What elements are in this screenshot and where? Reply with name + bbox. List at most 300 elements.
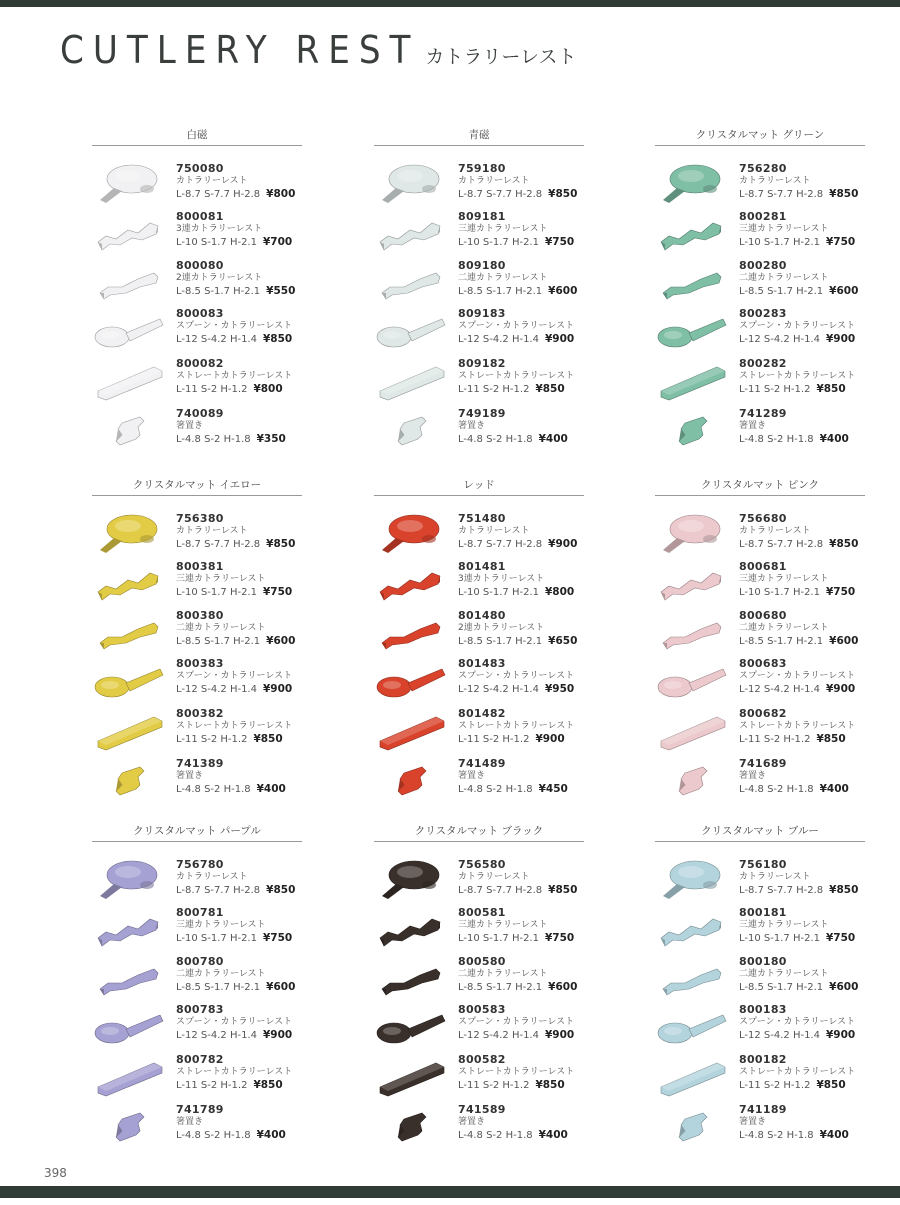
product-info [458,357,618,397]
product-info [176,259,336,299]
product-item [92,257,332,305]
product-item [655,1051,895,1099]
product-code: 801480 [458,609,506,622]
straight-rest-image [655,705,729,753]
product-info [739,858,899,898]
spoon-long-image [374,655,448,703]
product-dimensions: L-4.8 S-2 H-1.8 [176,784,251,795]
triple-rest-image [92,558,166,606]
spoon-long-image [655,305,729,353]
product-info [458,1053,618,1093]
product-spec-line [739,537,899,552]
product-dimensions: L-11 S-2 H-1.2 [176,734,248,745]
spoon-long-image [374,305,448,353]
product-dimensions: L-12 S-4.2 H-1.4 [458,334,539,345]
product-code: 800680 [739,609,787,622]
product-name: スプーン・カトラリーレスト [739,321,856,331]
product-dimensions: L-4.8 S-2 H-1.8 [176,1130,251,1141]
product-code: 741789 [176,1103,224,1116]
product-item [92,755,332,803]
product-item [92,1101,332,1149]
product-info [458,707,618,747]
product-name: スプーン・カトラリーレスト [176,321,293,331]
product-name: カトラリーレスト [176,176,248,186]
product-code: 800082 [176,357,224,370]
product-dimensions: L-4.8 S-2 H-1.8 [458,1130,533,1141]
product-code: 756380 [176,512,224,525]
product-code: 800683 [739,657,787,670]
product-spec-line [176,980,336,995]
spoon-rest-image [374,856,448,904]
product-price: ¥400 [538,433,568,445]
product-dimensions: L-11 S-2 H-1.2 [176,384,248,395]
product-code: 740089 [176,407,224,420]
product-spec-line [176,585,336,600]
product-info [176,657,336,697]
product-price: ¥850 [548,188,578,200]
product-info [458,1003,618,1043]
product-info [176,858,336,898]
product-spec-line [739,931,899,946]
product-info [739,1003,899,1043]
product-dimensions: L-12 S-4.2 H-1.4 [739,1030,820,1041]
product-item [655,904,895,952]
product-name: 二連カトラリーレスト [739,969,829,979]
product-price: ¥750 [825,932,856,944]
bottom-border-bar [0,1186,900,1198]
product-dimensions: L-4.8 S-2 H-1.8 [739,784,814,795]
product-dimensions: L-10 S-1.7 H-2.1 [176,933,257,944]
product-dimensions: L-11 S-2 H-1.2 [739,384,811,395]
product-spec-line [458,187,618,202]
product-info [458,512,618,552]
spoon-rest-image [655,510,729,558]
product-name: カトラリーレスト [176,526,248,536]
product-item [92,607,332,655]
product-price: ¥750 [262,932,293,944]
product-dimensions: L-4.8 S-2 H-1.8 [176,434,251,445]
product-item [374,705,614,753]
double-rest-image [374,257,448,305]
product-item [655,355,895,403]
product-info [176,757,336,797]
product-code: 800582 [458,1053,506,1066]
product-item [655,160,895,208]
product-code: 741589 [458,1103,506,1116]
product-code: 800183 [739,1003,787,1016]
product-item [655,305,895,353]
product-price: ¥900 [825,683,856,695]
product-name: カトラリーレスト [739,526,811,536]
product-price: ¥400 [819,1129,849,1141]
spoon-long-image [655,1001,729,1049]
chopstick-rest-image [655,405,729,453]
product-price: ¥550 [266,285,296,297]
product-code: 800581 [458,906,506,919]
double-rest-image [655,257,729,305]
product-item [92,355,332,403]
product-dimensions: L-12 S-4.2 H-1.4 [176,334,257,345]
product-info [176,560,336,600]
section-title: 青磁 [374,128,584,146]
product-code: 800083 [176,307,224,320]
section-title: 白磁 [92,128,302,146]
product-code: 741389 [176,757,224,770]
product-code: 800383 [176,657,224,670]
product-spec-line [458,782,618,797]
chopstick-rest-image [374,755,448,803]
product-spec-line [458,732,618,747]
product-price: ¥600 [829,981,859,993]
product-name: 2連カトラリーレスト [176,273,263,283]
product-name: 箸置き [458,771,486,781]
product-info [458,307,618,347]
color-section [655,824,865,1154]
product-spec-line [458,382,618,397]
spoon-rest-image [374,510,448,558]
product-code: 800280 [739,259,787,272]
product-dimensions: L-8.5 S-1.7 H-2.1 [176,286,261,297]
product-name: ストレートカトラリーレスト [176,371,293,381]
product-info [739,210,899,250]
product-name: 二連カトラリーレスト [176,623,266,633]
product-item [374,558,614,606]
product-name: 三連カトラリーレスト [458,224,548,234]
straight-rest-image [374,705,448,753]
product-price: ¥600 [829,635,859,647]
product-dimensions: L-10 S-1.7 H-2.1 [458,933,539,944]
product-info [739,1053,899,1093]
product-spec-line [458,682,618,697]
section-title: クリスタルマット イエロー [92,478,302,496]
product-info [739,906,899,946]
product-spec-line [458,1128,618,1143]
product-spec-line [176,1128,336,1143]
product-code: 756580 [458,858,506,871]
product-dimensions: L-12 S-4.2 H-1.4 [176,684,257,695]
product-dimensions: L-8.7 S-7.7 H-2.8 [739,189,824,200]
product-price: ¥450 [538,783,568,795]
section-title: クリスタルマット ブルー [655,824,865,842]
product-name: スプーン・カトラリーレスト [176,1017,293,1027]
product-spec-line [176,284,336,299]
product-dimensions: L-4.8 S-2 H-1.8 [458,434,533,445]
product-item [374,1101,614,1149]
product-spec-line [458,980,618,995]
product-price: ¥850 [253,733,283,745]
product-name: 二連カトラリーレスト [458,273,548,283]
product-info [458,1103,618,1143]
straight-rest-image [655,1051,729,1099]
product-info [739,955,899,995]
product-dimensions: L-8.5 S-1.7 H-2.1 [458,286,543,297]
product-name: ストレートカトラリーレスト [458,721,575,731]
product-item [374,953,614,1001]
product-spec-line [176,1078,336,1093]
product-code: 800783 [176,1003,224,1016]
product-price: ¥750 [825,586,856,598]
double-rest-image [92,257,166,305]
product-name: ストレートカトラリーレスト [176,1067,293,1077]
product-dimensions: L-10 S-1.7 H-2.1 [739,237,820,248]
product-dimensions: L-11 S-2 H-1.2 [739,1080,811,1091]
triple-rest-image [92,904,166,952]
product-dimensions: L-10 S-1.7 H-2.1 [739,587,820,598]
product-spec-line [176,883,336,898]
product-info [176,357,336,397]
product-info [739,407,899,447]
product-item [92,305,332,353]
product-name: 二連カトラリーレスト [458,969,548,979]
product-name: 箸置き [176,1117,204,1127]
chopstick-rest-image [92,405,166,453]
spoon-rest-image [92,510,166,558]
product-name: ストレートカトラリーレスト [176,721,293,731]
product-name: ストレートカトラリーレスト [739,1067,856,1077]
product-name: 箸置き [458,421,486,431]
product-item [374,510,614,558]
product-dimensions: L-12 S-4.2 H-1.4 [458,1030,539,1041]
product-item [92,856,332,904]
product-info [739,307,899,347]
product-price: ¥850 [829,188,859,200]
product-name: カトラリーレスト [176,872,248,882]
product-dimensions: L-8.5 S-1.7 H-2.1 [739,286,824,297]
straight-rest-image [92,355,166,403]
product-code: 741489 [458,757,506,770]
product-price: ¥850 [535,1079,565,1091]
product-item [92,1051,332,1099]
product-dimensions: L-10 S-1.7 H-2.1 [458,587,539,598]
product-name: ストレートカトラリーレスト [739,721,856,731]
product-dimensions: L-10 S-1.7 H-2.1 [739,933,820,944]
triple-rest-image [374,904,448,952]
triple-rest-image [92,208,166,256]
product-item [655,755,895,803]
product-name: スプーン・カトラリーレスト [176,671,293,681]
product-price: ¥900 [544,333,575,345]
product-info [458,609,618,649]
product-price: ¥850 [266,884,296,896]
product-spec-line [458,432,618,447]
product-info [739,560,899,600]
color-section [374,478,584,808]
product-spec-line [458,931,618,946]
product-name: 二連カトラリーレスト [176,969,266,979]
product-spec-line [176,382,336,397]
product-spec-line [739,883,899,898]
product-item [92,904,332,952]
product-name: 三連カトラリーレスト [739,920,829,930]
product-price: ¥850 [816,383,846,395]
chopstick-rest-image [92,1101,166,1149]
chopstick-rest-image [655,755,729,803]
section-title: クリスタルマット グリーン [655,128,865,146]
product-info [176,1053,336,1093]
product-spec-line [458,883,618,898]
section-title: レッド [374,478,584,496]
product-info [739,1103,899,1143]
product-dimensions: L-8.5 S-1.7 H-2.1 [739,982,824,993]
product-price: ¥750 [544,932,575,944]
chopstick-rest-image [655,1101,729,1149]
spoon-long-image [374,1001,448,1049]
product-item [655,856,895,904]
product-dimensions: L-8.7 S-7.7 H-2.8 [176,539,261,550]
product-price: ¥850 [253,1079,283,1091]
product-item [374,305,614,353]
spoon-rest-image [655,856,729,904]
product-info [176,609,336,649]
section-title: クリスタルマット ピンク [655,478,865,496]
product-info [739,657,899,697]
product-item [374,257,614,305]
straight-rest-image [92,705,166,753]
product-price: ¥900 [262,1029,293,1041]
product-name: スプーン・カトラリーレスト [739,1017,856,1027]
straight-rest-image [655,355,729,403]
product-info [458,259,618,299]
spoon-long-image [92,305,166,353]
product-price: ¥400 [538,1129,568,1141]
product-item [655,1101,895,1149]
double-rest-image [374,953,448,1001]
product-item [92,208,332,256]
product-price: ¥900 [825,1029,856,1041]
product-item [92,953,332,1001]
product-price: ¥750 [825,236,856,248]
color-section [374,128,584,458]
product-code: 800780 [176,955,224,968]
product-name: カトラリーレスト [739,872,811,882]
product-info [176,1103,336,1143]
product-code: 800081 [176,210,224,223]
product-spec-line [458,235,618,250]
product-spec-line [458,1078,618,1093]
product-dimensions: L-8.7 S-7.7 H-2.8 [176,885,261,896]
product-info [458,210,618,250]
product-price: ¥850 [548,884,578,896]
product-spec-line [176,634,336,649]
product-dimensions: L-8.7 S-7.7 H-2.8 [458,189,543,200]
product-price: ¥850 [816,733,846,745]
product-dimensions: L-8.7 S-7.7 H-2.8 [458,885,543,896]
product-item [374,856,614,904]
product-code: 756780 [176,858,224,871]
product-price: ¥900 [535,733,565,745]
product-item [92,655,332,703]
product-code: 800281 [739,210,787,223]
product-spec-line [739,1078,899,1093]
product-code: 756280 [739,162,787,175]
product-dimensions: L-12 S-4.2 H-1.4 [176,1030,257,1041]
product-name: 2連カトラリーレスト [458,623,545,633]
product-item [92,160,332,208]
product-dimensions: L-4.8 S-2 H-1.8 [739,434,814,445]
product-info [458,858,618,898]
double-rest-image [374,607,448,655]
product-dimensions: L-12 S-4.2 H-1.4 [458,684,539,695]
product-spec-line [739,187,899,202]
product-name: スプーン・カトラリーレスト [458,671,575,681]
product-item [655,510,895,558]
product-item [655,208,895,256]
triple-rest-image [655,558,729,606]
product-dimensions: L-10 S-1.7 H-2.1 [176,237,257,248]
product-price: ¥400 [819,433,849,445]
product-info [739,162,899,202]
product-dimensions: L-8.7 S-7.7 H-2.8 [458,539,543,550]
color-section [655,478,865,808]
product-dimensions: L-8.5 S-1.7 H-2.1 [176,636,261,647]
product-name: 二連カトラリーレスト [739,623,829,633]
product-price: ¥900 [825,333,856,345]
product-code: 800681 [739,560,787,573]
product-code: 800583 [458,1003,506,1016]
triple-rest-image [374,208,448,256]
straight-rest-image [374,355,448,403]
product-code: 801483 [458,657,506,670]
product-spec-line [739,1028,899,1043]
spoon-rest-image [92,856,166,904]
product-spec-line [739,682,899,697]
product-item [655,257,895,305]
product-code: 800382 [176,707,224,720]
page-title [60,28,576,72]
product-spec-line [176,1028,336,1043]
product-name: カトラリーレスト [458,526,530,536]
product-item [374,1051,614,1099]
straight-rest-image [92,1051,166,1099]
product-price: ¥700 [262,236,293,248]
title-japanese: カトラリーレスト [425,46,577,68]
product-dimensions: L-8.7 S-7.7 H-2.8 [739,539,824,550]
straight-rest-image [374,1051,448,1099]
product-price: ¥800 [266,188,296,200]
product-info [176,307,336,347]
color-section [655,128,865,458]
product-price: ¥850 [829,538,859,550]
product-spec-line [176,432,336,447]
product-code: 756680 [739,512,787,525]
double-rest-image [655,607,729,655]
product-name: ストレートカトラリーレスト [739,371,856,381]
product-name: カトラリーレスト [739,176,811,186]
product-name: 三連カトラリーレスト [458,920,548,930]
product-name: ストレートカトラリーレスト [458,371,575,381]
product-name: 箸置き [176,771,204,781]
product-item [92,558,332,606]
product-item [92,705,332,753]
product-name: 箸置き [739,1117,767,1127]
product-name: カトラリーレスト [458,872,530,882]
product-item [374,655,614,703]
product-spec-line [739,284,899,299]
product-code: 800080 [176,259,224,272]
product-item [655,607,895,655]
product-item [655,705,895,753]
product-name: 箸置き [739,421,767,431]
product-price: ¥900 [548,538,578,550]
product-name: 三連カトラリーレスト [739,224,829,234]
product-spec-line [458,585,618,600]
product-info [176,210,336,250]
product-code: 751480 [458,512,506,525]
product-price: ¥400 [256,783,286,795]
triple-rest-image [374,558,448,606]
product-dimensions: L-11 S-2 H-1.2 [458,384,530,395]
product-item [374,405,614,453]
